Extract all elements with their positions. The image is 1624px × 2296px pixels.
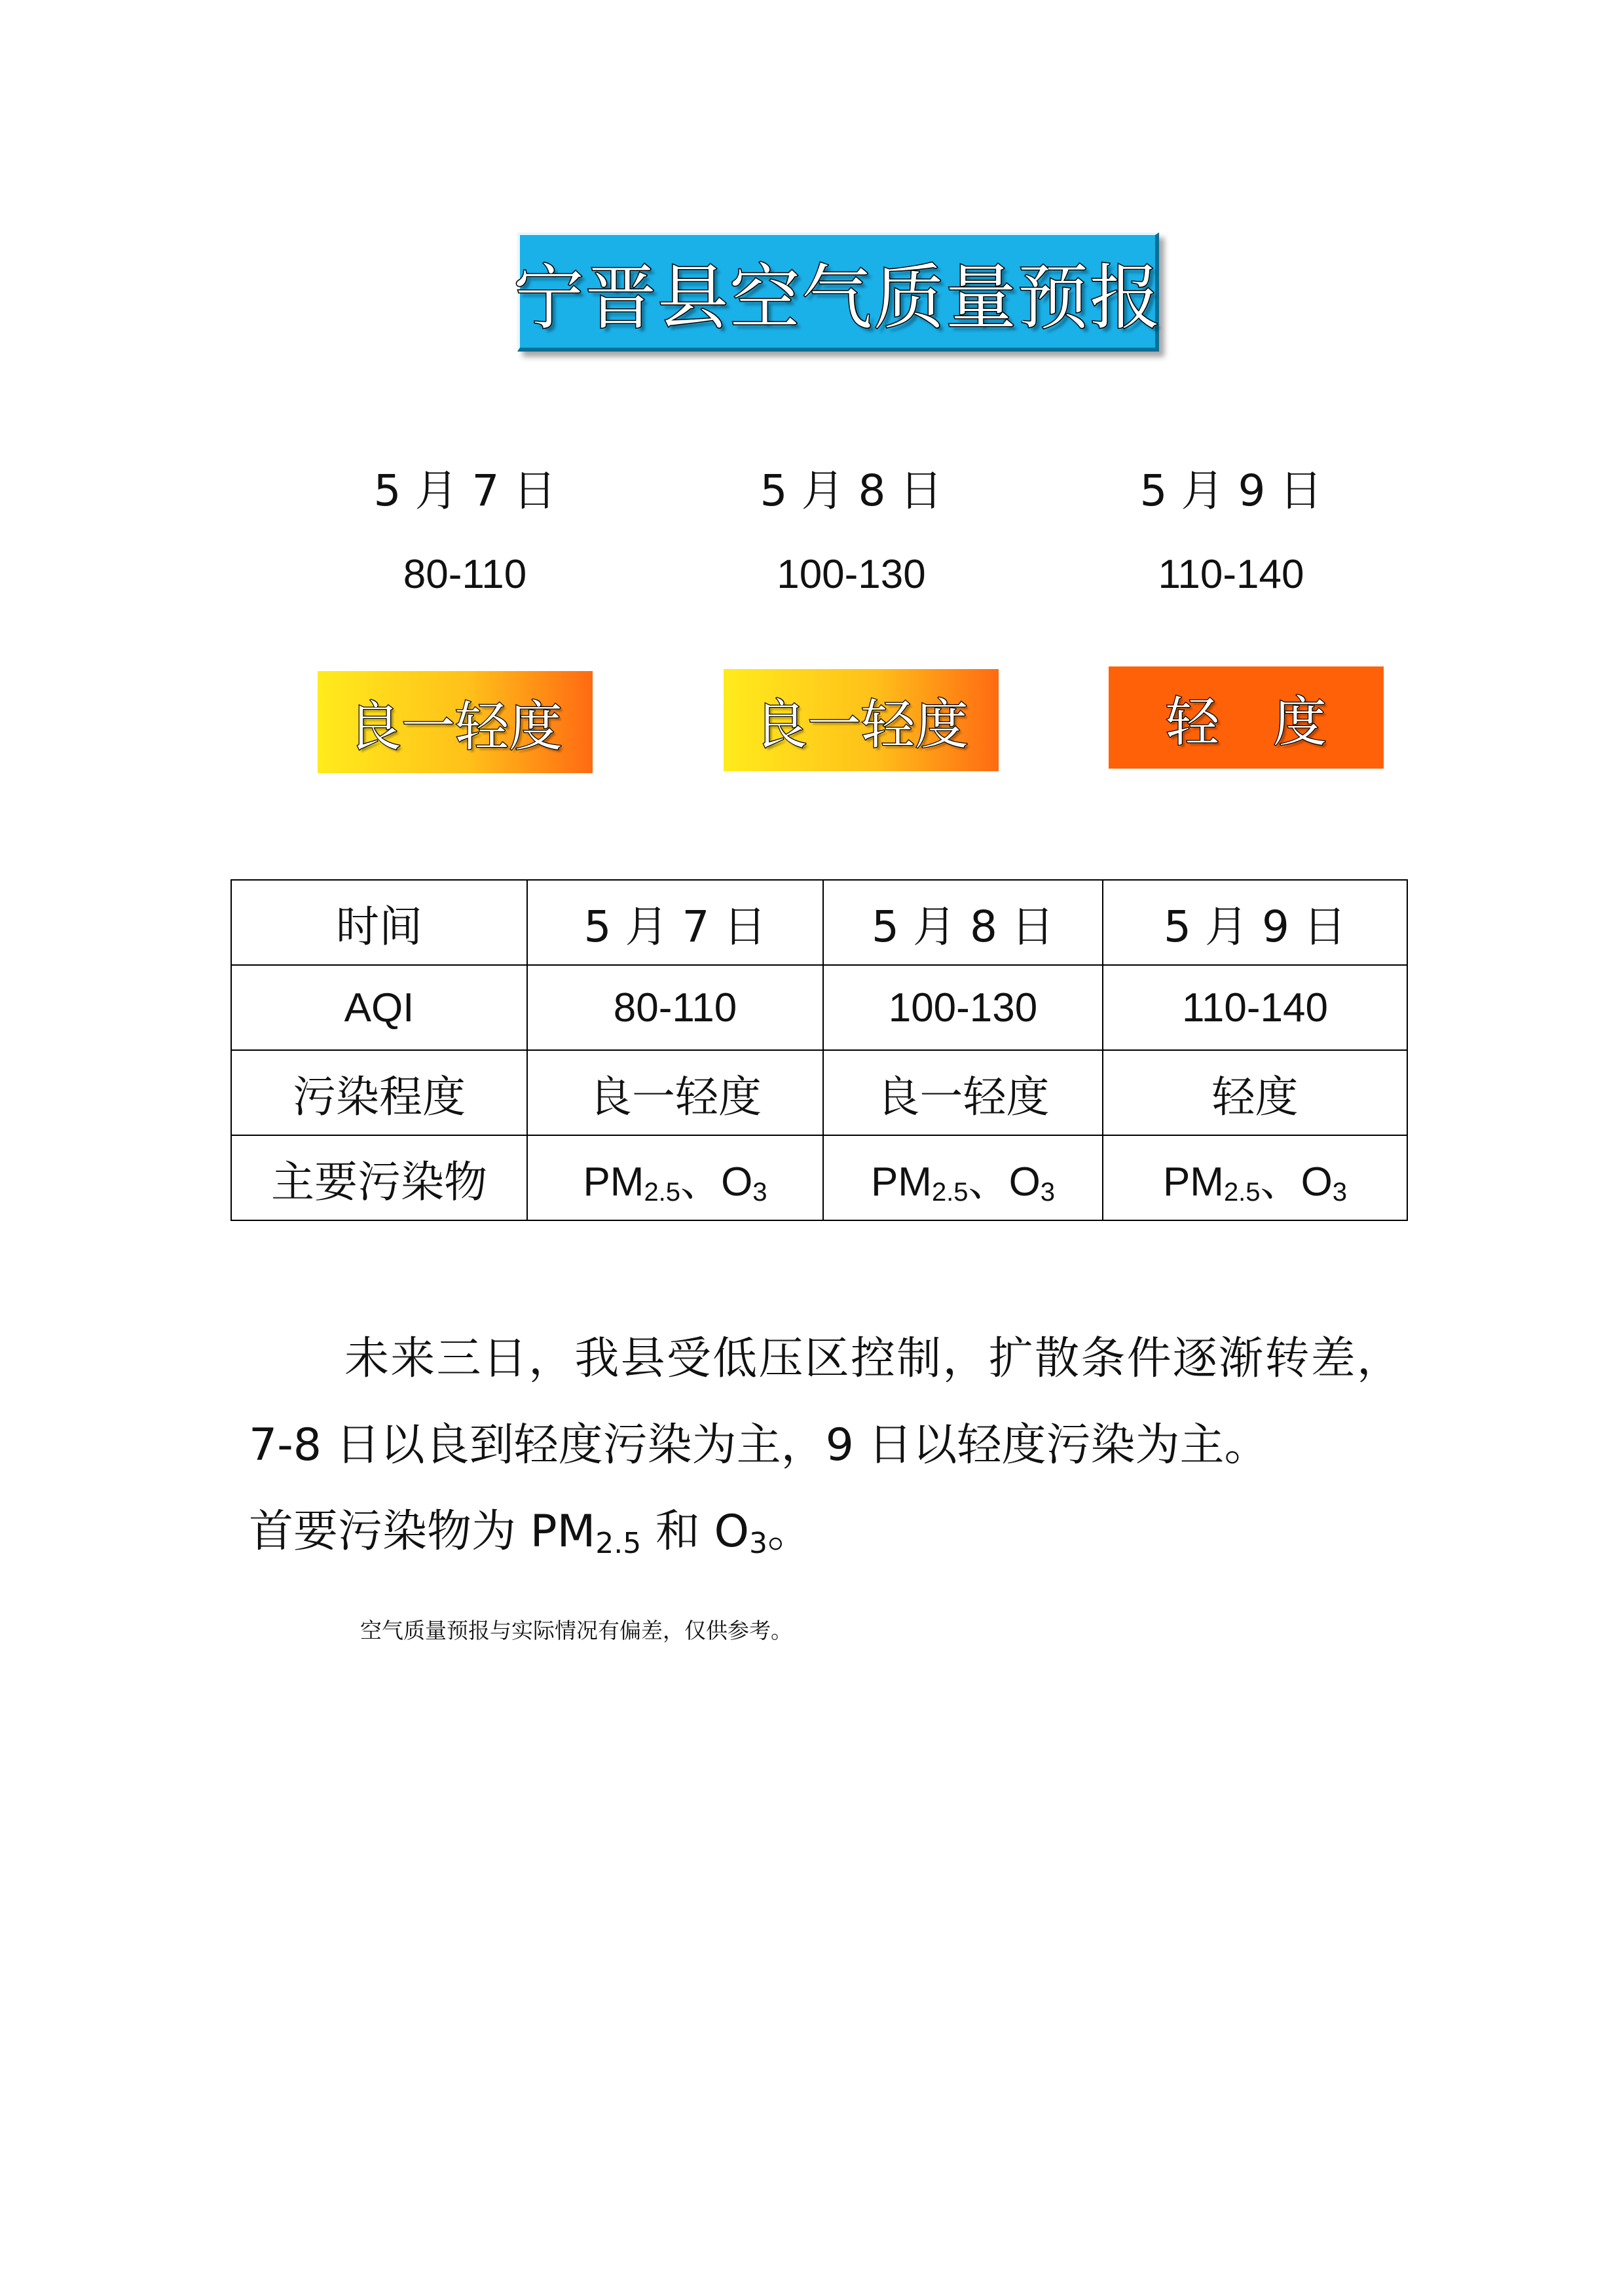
day-aqi-range: 80-110	[403, 552, 527, 597]
table-cell: 110-140	[1103, 965, 1407, 1050]
pm-text: PM	[583, 1159, 644, 1205]
summary-pollutants	[249, 1489, 1401, 1587]
o-text: O	[1008, 1159, 1041, 1205]
table-cell: 100-130	[823, 965, 1103, 1050]
table-cell: 良一轻度	[823, 1050, 1103, 1135]
title-banner	[513, 232, 1162, 352]
summary-text: 未来三日，我县受低压区控制，扩散条件逐渐转差，7-8 日以良到轻度污染为主，9 日以轻度污染为主。	[249, 1333, 1401, 1471]
table-header-row	[231, 880, 1407, 965]
o-text: O	[721, 1159, 753, 1205]
level-badge-3	[1109, 666, 1384, 769]
table-header-cell: 5 月 8 日	[823, 880, 1103, 965]
separator: 、	[968, 1159, 1009, 1205]
day-date: 5 月 7 日	[373, 465, 557, 516]
day-forecast-1	[301, 465, 629, 601]
level-badge-label: 轻 度	[1165, 691, 1327, 754]
table-header-cell: 5 月 7 日	[527, 880, 823, 965]
day-forecast-3	[1067, 465, 1395, 601]
o-subscript: 3	[1040, 1177, 1056, 1207]
table-row	[231, 965, 1407, 1050]
pollutant-cell	[527, 1135, 823, 1220]
table-cell: 80-110	[527, 965, 823, 1050]
table-row	[231, 1050, 1407, 1135]
summary-pollutants-text: 和 O	[641, 1506, 750, 1558]
page-title: 宁晋县空气质量预报	[513, 257, 1162, 339]
pm-subscript: 2.5	[595, 1527, 642, 1560]
level-badge-2	[724, 669, 999, 771]
table-row-label: 主要污染物	[231, 1135, 527, 1220]
summary-pollutants-text: 。	[767, 1506, 813, 1558]
table-cell: 良一轻度	[527, 1050, 823, 1135]
forecast-summary	[249, 1316, 1401, 1587]
day-date: 5 月 8 日	[760, 465, 943, 516]
level-badge-1	[318, 671, 593, 773]
separator: 、	[680, 1159, 722, 1205]
day-aqi-range: 100-130	[777, 552, 926, 597]
table-header-cell: 时间	[231, 880, 527, 965]
day-forecast-2	[688, 465, 1015, 601]
o-subscript: 3	[749, 1527, 768, 1560]
table-row-label: 污染程度	[231, 1050, 527, 1135]
summary-pollutants-text: 首要污染物为 PM	[249, 1506, 596, 1558]
pm-subscript: 2.5	[1223, 1177, 1261, 1207]
day-date: 5 月 9 日	[1139, 465, 1323, 516]
pm-subscript: 2.5	[931, 1177, 969, 1207]
pm-text: PM	[1162, 1159, 1224, 1205]
o-subscript: 3	[1332, 1177, 1348, 1207]
pm-text: PM	[870, 1159, 932, 1205]
pollutant-cell	[1103, 1135, 1407, 1220]
pm-subscript: 2.5	[644, 1177, 681, 1207]
o-text: O	[1301, 1159, 1333, 1205]
table-cell: 轻度	[1103, 1050, 1407, 1135]
o-subscript: 3	[752, 1177, 767, 1207]
forecast-table	[231, 879, 1408, 1221]
disclaimer-note: 空气质量预报与实际情况有偏差，仅供参考。	[360, 1618, 792, 1643]
table-header-cell: 5 月 9 日	[1103, 880, 1407, 965]
level-badge-label: 良一轻度	[347, 695, 563, 758]
pollutant-cell	[823, 1135, 1103, 1220]
table-row-label: AQI	[231, 965, 527, 1050]
day-aqi-range: 110-140	[1158, 552, 1304, 597]
table-row	[231, 1135, 1407, 1220]
separator: 、	[1260, 1159, 1301, 1205]
level-badge-label: 良一轻度	[753, 693, 969, 756]
